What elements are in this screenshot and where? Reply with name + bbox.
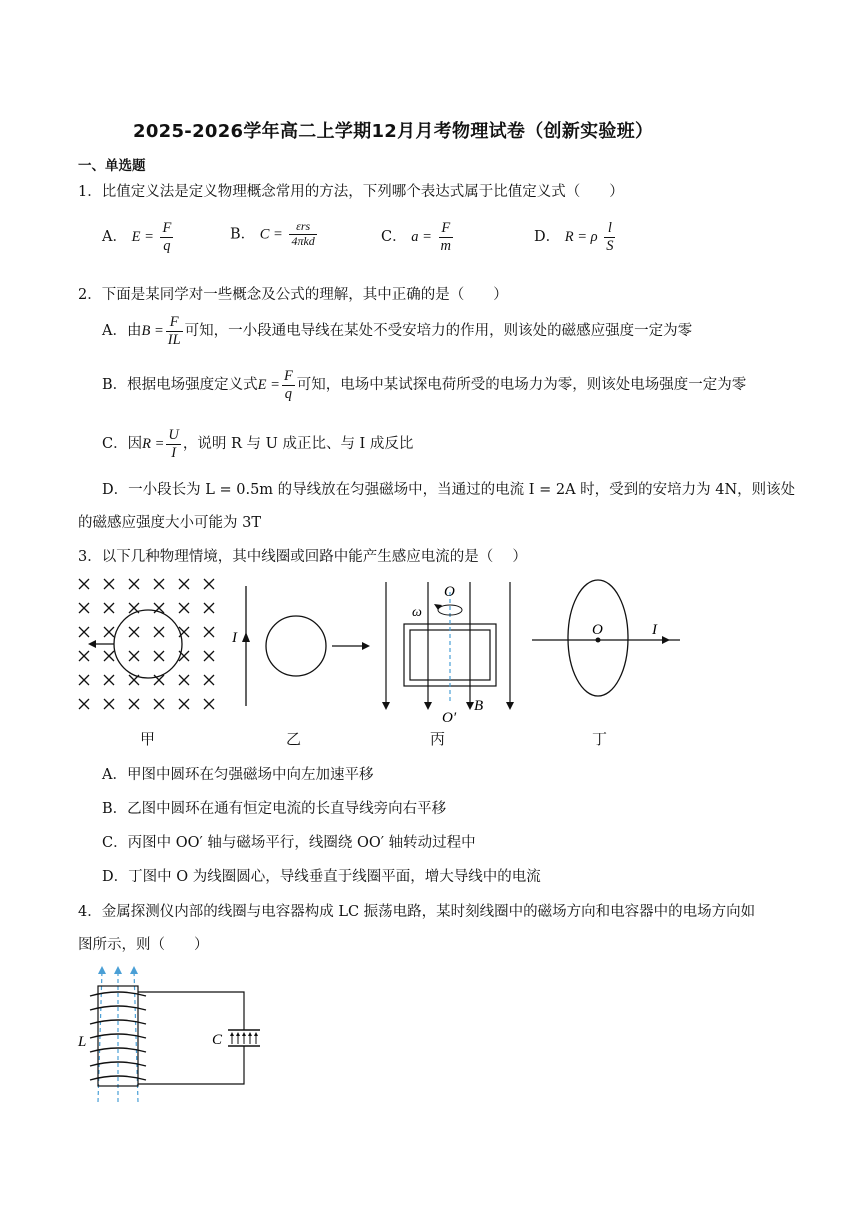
field-cross: [104, 579, 114, 589]
text: A．由: [102, 323, 142, 340]
current-label: I: [232, 630, 237, 646]
formula-den: I: [171, 444, 177, 461]
field-arrow: [130, 966, 138, 974]
magnetic-field-lines: [98, 970, 138, 1102]
field-cross: [104, 627, 114, 637]
capacitor-label: C: [212, 1032, 223, 1048]
q2-option-d-line1: D．一小段长为 L = 0.5m 的导线放在匀强磁场中，当通过的电流 I = 2A 时，受到的安培力为 4N，则该处: [102, 482, 796, 498]
field-cross: [79, 603, 89, 613]
question-4-stem-line2: 图所示，则（ ）: [78, 937, 209, 953]
field-arrow: [114, 966, 122, 974]
formula-den: IL: [167, 331, 181, 348]
field-cross: [154, 699, 164, 709]
formula-den: S: [606, 237, 614, 254]
text: C．因: [102, 436, 143, 453]
field-cross: [179, 675, 189, 685]
q3-option-a: A．甲图中圆环在匀强磁场中向左加速平移: [102, 767, 374, 783]
current-arrow: [242, 632, 250, 642]
formula-num: F: [283, 368, 293, 384]
fig-label-bing: 丙: [430, 730, 446, 748]
formula-den: q: [163, 237, 171, 254]
field-cross: [104, 699, 114, 709]
wire-bottom: [138, 1046, 244, 1084]
formula-num: l: [604, 220, 615, 238]
field-cross: [104, 603, 114, 613]
field-cross: [154, 651, 164, 661]
field-cross: [179, 579, 189, 589]
text: 可知，一小段通电导线在某处不受安培力的作用，则该处的磁感应强度一定为零: [184, 323, 693, 340]
fig-label-jia: 甲: [140, 730, 156, 748]
text: B．根据电场强度定义式: [102, 377, 258, 394]
field-cross: [79, 699, 89, 709]
fig-label-yi: 乙: [286, 730, 302, 748]
question-3-stem: 3．以下几种物理情境，其中线圈或回路中能产生感应电流的是（ ）: [78, 549, 527, 565]
inductor-label: L: [78, 1034, 87, 1050]
field-cross: [104, 651, 114, 661]
formula-lhs: R =: [142, 436, 165, 453]
arrow-head: [362, 642, 370, 650]
arrow-head: [88, 640, 96, 648]
formula-num: F: [439, 220, 453, 238]
formula-num: F: [166, 314, 183, 332]
text: ，说明 R 与 U 成正比、与 I 成反比: [182, 436, 414, 453]
ring: [266, 616, 326, 676]
current-arrow: [662, 636, 670, 644]
option-label: D．: [534, 229, 561, 246]
field-cross: [79, 675, 89, 685]
field-cross: [129, 651, 139, 661]
field-cross: [129, 627, 139, 637]
formula-lhs: B =: [141, 323, 164, 340]
wire-top: [138, 992, 244, 1030]
question-2-stem: 2．下面是某同学对一些概念及公式的理解，其中正确的是（ ）: [78, 287, 508, 303]
q1-option-b: [230, 220, 319, 249]
text: 可知，电场中某试探电荷所受的电场力为零，则该处电场强度一定为零: [296, 377, 747, 394]
question-4-stem-line1: 4．金属探测仪内部的线圈与电容器构成 LC 振荡电路，某时刻线圈中的磁场方向和电容器中的电场方向如: [78, 904, 756, 920]
q3-option-c: C．丙图中 OO′ 轴与磁场平行，线圈绕 OO′ 轴转动过程中: [102, 835, 476, 851]
q2-option-a: [102, 314, 692, 348]
field-cross: [129, 579, 139, 589]
field-label: B: [474, 698, 484, 714]
field-cross: [204, 579, 214, 589]
option-label: A．: [102, 229, 127, 246]
field-cross: [204, 675, 214, 685]
formula-lhs: C =: [259, 226, 283, 243]
axis-top-label: O: [444, 584, 455, 600]
formula-num: U: [168, 427, 179, 443]
q3-option-b: B．乙图中圆环在通有恒定电流的长直导线旁向右平移: [102, 801, 447, 817]
formula-den: q: [284, 385, 292, 402]
field-cross: [179, 699, 189, 709]
omega-label: ω: [412, 605, 422, 620]
q1-option-c: [381, 220, 455, 254]
field-cross: [79, 651, 89, 661]
formula-lhs: E =: [131, 229, 154, 246]
field-arrow: [98, 966, 106, 974]
formula-lhs: R = ρ: [564, 229, 598, 246]
field-cross: [79, 627, 89, 637]
field-cross: [154, 627, 164, 637]
field-cross: [204, 699, 214, 709]
q2-option-b: [102, 368, 746, 402]
question-1-stem: 1．比值定义法是定义物理概念常用的方法，下列哪个表达式属于比值定义式（ ）: [78, 184, 624, 200]
field-cross: [104, 675, 114, 685]
formula-lhs: a =: [411, 229, 432, 246]
formula-den: 4πkd: [291, 233, 315, 248]
formula-den: m: [440, 237, 451, 254]
q4-lc-circuit-figure: [70, 962, 280, 1112]
field-cross: [79, 579, 89, 589]
page-title: 2025-2026学年高二上学期12月月考物理试卷（创新实验班）: [133, 121, 654, 142]
q3-option-d: D．丁图中 O 为线圈圆心，导线垂直于线圈平面，增大导线中的电流: [102, 869, 541, 885]
center-label: O: [592, 622, 603, 638]
option-label: B．: [230, 226, 256, 243]
figure-bing: [382, 582, 514, 710]
field-cross: [204, 627, 214, 637]
formula-lhs: E =: [257, 377, 280, 394]
q2-option-c: [102, 427, 413, 461]
ring: [114, 610, 182, 678]
option-label: C．: [381, 229, 407, 246]
q2-option-d-line2: 的磁感应强度大小可能为 3T: [78, 515, 262, 531]
field-cross: [154, 579, 164, 589]
center-dot: [596, 638, 601, 643]
formula-num: εrs: [289, 220, 316, 235]
field-cross: [179, 603, 189, 613]
field-cross: [129, 699, 139, 709]
q1-option-a: [102, 220, 175, 254]
axis-bottom-label: O′: [442, 710, 457, 726]
field-cross: [204, 651, 214, 661]
q3-figure: [70, 572, 710, 752]
section-heading: 一、单选题: [78, 158, 146, 174]
field-cross: [204, 603, 214, 613]
fig-label-ding: 丁: [592, 730, 608, 748]
formula-num: F: [162, 220, 172, 236]
current-label: I: [652, 622, 657, 638]
q1-option-d: [534, 220, 617, 254]
